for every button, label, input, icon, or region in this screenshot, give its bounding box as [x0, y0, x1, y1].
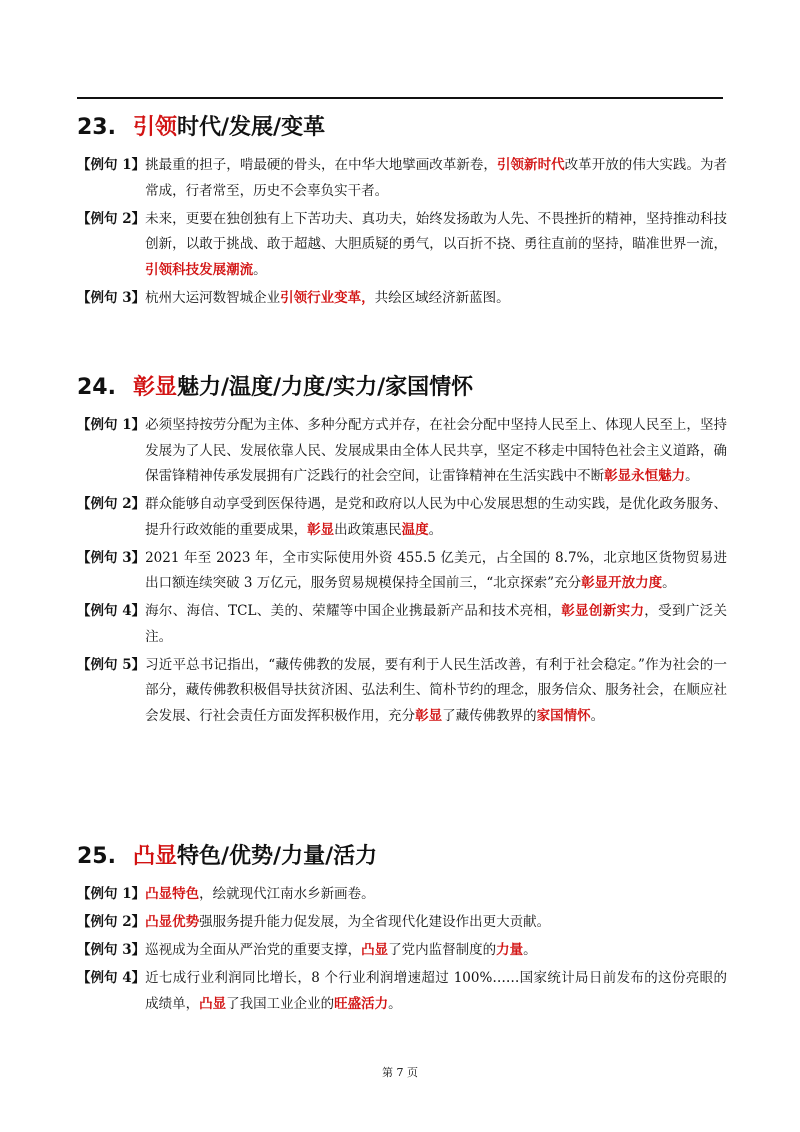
example-label: 【例句 2】: [77, 496, 146, 512]
example-sentence: [77, 207, 727, 284]
section-23: [77, 113, 727, 314]
example-sentence: [77, 910, 727, 936]
text-segment: 了党内监督制度的: [388, 942, 497, 958]
example-text: [145, 286, 727, 312]
text-segment: ，受到广泛关注。: [145, 603, 727, 645]
text-segment: 。: [253, 261, 267, 278]
page-footer: 第 7 页: [382, 1066, 418, 1079]
text-segment: 习近平总书记指出，“藏传佛教的发展，要有利于人民生活改善，有利于社会稳定。”作为社会的一部分，藏传佛教积极倡导扶贫济困、弘法利生、简朴节约的理念，服务信众、服务社会，在顺应社会发展、行社会责任方面发挥积极作用，充分: [145, 656, 727, 724]
text-segment: 近七成行业利润同比增长，8 个行业利润增速超过 100%……国家统计局日前发布的这份亮眼的成绩单，: [145, 970, 727, 1012]
text-segment: 巡视成为全面从严治党的重要支撑，: [145, 942, 362, 958]
highlighted-phrase: 彰显永恒魅力: [604, 468, 686, 484]
highlighted-phrase: 引领行业变革，: [280, 289, 375, 306]
text-segment: ，绘就现代江南水乡新画卷。: [199, 886, 375, 902]
section-title-rest: 特色/优势/力量/活力: [177, 844, 378, 869]
example-label: 【例句 3】: [77, 942, 146, 958]
example-sentence: [77, 599, 727, 650]
example-label: 【例句 5】: [77, 656, 146, 673]
highlighted-phrase: 力量: [496, 942, 524, 958]
text-segment: 。: [428, 521, 443, 538]
example-text: [145, 207, 727, 284]
example-label: 【例句 1】: [77, 157, 146, 173]
section-keyword: 彰显: [133, 375, 178, 400]
example-label: 【例句 4】: [77, 603, 146, 619]
highlighted-phrase: 温度: [401, 521, 429, 538]
section-title-rest: 魅力/温度/力度/实力/家国情怀: [177, 375, 474, 400]
section-number: 25.: [77, 844, 116, 869]
text-segment: 改革开放的伟大实践。为者常成，行者常至，历史不会辜负实干者。: [145, 157, 728, 199]
example-sentence: [77, 286, 727, 312]
text-segment: 必须坚持按劳分配为主体、多种分配方式并存，在社会分配中坚持人民至上、体现人民至上，坚持发展为了人民、发展依靠人民、发展成果由全体人民共享，坚定不移走中国特色社会主义道路，确保雷锋精神传承发展拥有广泛践行的社会空间，让雷锋精神在生活实践中不断: [145, 417, 727, 484]
text-segment: 群众能够自动享受到医保待遇，是党和政府以人民为中心发展思想的生动实践，是优化政务服务、提升行政效能的重要成果，: [145, 496, 727, 538]
example-sentence: [77, 546, 727, 597]
section-title-rest: 时代/发展/变革: [177, 115, 326, 140]
example-label: 【例句 3】: [77, 549, 146, 566]
highlighted-phrase: 凸显: [361, 942, 389, 958]
text-segment: 挑最重的担子，啃最硬的骨头，在中华大地擘画改革新卷，: [145, 157, 497, 173]
example-text: [145, 966, 727, 1017]
section-25: [77, 842, 727, 1020]
example-sentence: [77, 938, 727, 964]
example-text: [145, 492, 727, 543]
example-label: 【例句 1】: [77, 417, 146, 433]
example-label: 【例句 2】: [77, 914, 146, 930]
text-segment: 未来，更要在独创独有上下苦功夫、真功夫，始终发扬敢为人先、不畏挫折的精神，坚持推动科技创新，以敢于挑战、敢于超越、大胆质疑的勇气，以百折不挠、勇往直前的坚持，瞄准世界一流，: [145, 210, 727, 252]
text-segment: 。: [662, 575, 676, 591]
example-text: [145, 599, 727, 650]
text-segment: 。: [590, 707, 605, 724]
section-number: 23.: [77, 115, 116, 140]
text-segment: 共绘区域经济新蓝图。: [374, 289, 510, 306]
highlighted-phrase: 引领科技发展潮流: [145, 261, 254, 278]
example-text: [145, 546, 727, 597]
text-segment: 2021 年至 2023 年，全市实际使用外资 455.5 亿美元，占全国的 8.7%，北京地区货物贸易进出口额连续突破 3 万亿元，服务贸易规模保持全国前三，“北京探索”充分: [145, 549, 727, 591]
section-number: 24.: [77, 375, 116, 400]
highlighted-phrase: 凸显: [199, 995, 227, 1012]
text-segment: 了藏传佛教界的: [442, 707, 537, 724]
header-rule: [77, 97, 723, 99]
text-segment: 杭州大运河数智城企业: [145, 289, 281, 306]
example-text: [145, 413, 727, 490]
example-sentence: [77, 413, 727, 490]
example-label: 【例句 4】: [77, 970, 146, 986]
text-segment: 。: [523, 942, 537, 958]
highlighted-phrase: 彰显: [307, 521, 335, 538]
section-24: [77, 373, 727, 732]
highlighted-phrase: 彰显开放力度: [581, 575, 663, 591]
text-segment: 出政策惠民: [334, 521, 402, 538]
example-sentence: [77, 966, 727, 1017]
example-text: [145, 653, 727, 730]
highlighted-phrase: 引领新时代: [496, 157, 565, 173]
example-sentence: [77, 653, 727, 730]
example-text: [145, 910, 727, 936]
example-text: [145, 882, 727, 908]
text-segment: 强服务提升能力促发展，为全省现代化建设作出更大贡献。: [199, 914, 551, 930]
section-heading: [77, 113, 727, 143]
section-keyword: 引领: [133, 115, 178, 140]
highlighted-phrase: 彰显: [415, 707, 443, 724]
example-label: 【例句 2】: [77, 210, 146, 227]
example-text: [145, 153, 727, 204]
highlighted-phrase: 凸显特色: [145, 886, 200, 902]
section-heading: [77, 842, 727, 872]
example-sentence: [77, 153, 727, 204]
example-text: [145, 938, 727, 964]
highlighted-phrase: 凸显优势: [145, 914, 200, 930]
text-segment: 。: [388, 995, 402, 1012]
example-label: 【例句 1】: [77, 886, 146, 902]
text-segment: 。: [685, 468, 699, 484]
text-segment: 海尔、海信、TCL、美的、荣耀等中国企业携最新产品和技术亮相，: [145, 603, 562, 619]
example-sentence: [77, 492, 727, 543]
highlighted-phrase: 家国情怀: [536, 707, 591, 724]
section-keyword: 凸显: [133, 844, 178, 869]
section-heading: [77, 373, 727, 403]
highlighted-phrase: 彰显创新实力: [561, 603, 645, 619]
example-sentence: [77, 882, 727, 908]
text-segment: 了我国工业企业的: [226, 995, 335, 1012]
example-label: 【例句 3】: [77, 289, 146, 306]
highlighted-phrase: 旺盛活力: [334, 995, 389, 1012]
